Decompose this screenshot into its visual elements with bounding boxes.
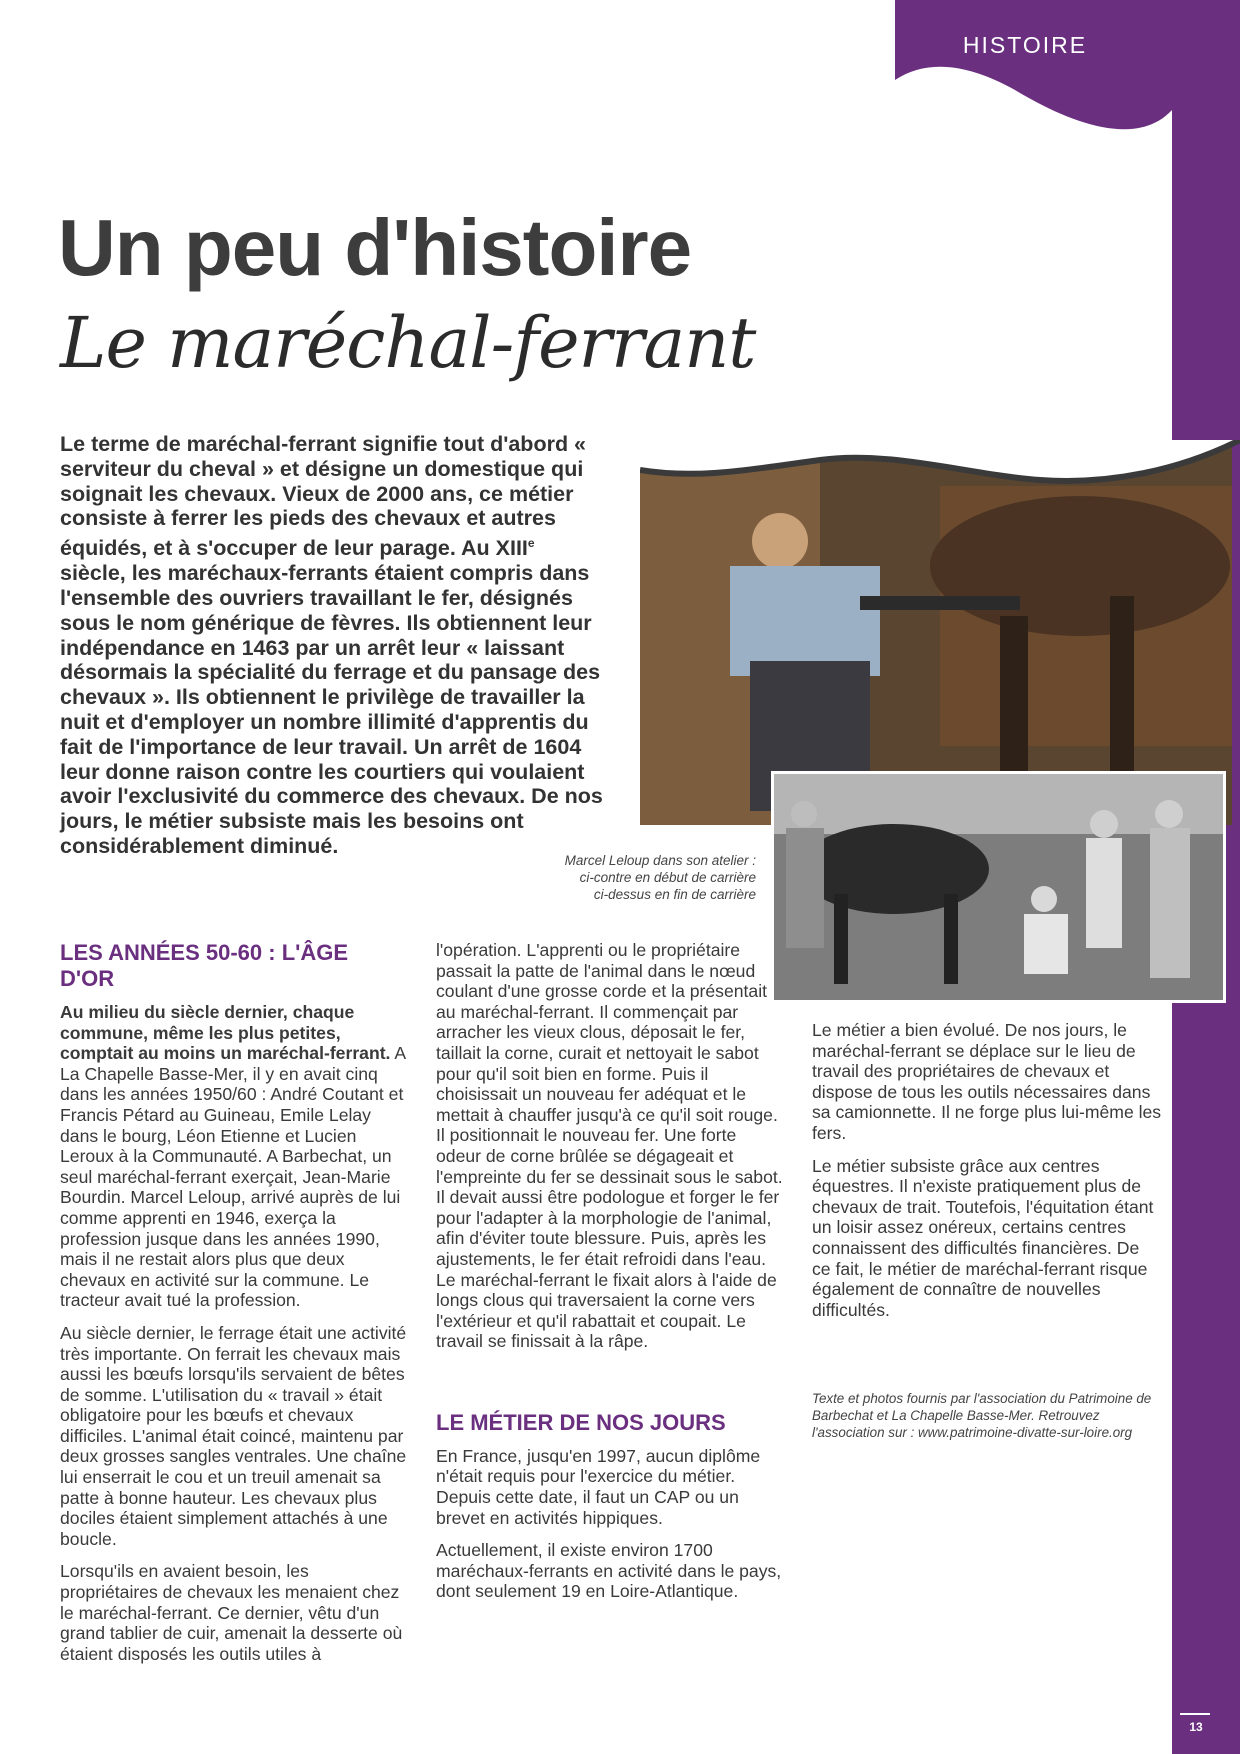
section2-paragraph-3: Le métier a bien évolué. De nos jours, le maréchal-ferrant se déplace sur le lieu de travail des propriétaires de chevaux et dispose de tous les outils nécessaires dans sa camionnette. Il ne forge plus lui-même les fers. <box>812 1020 1162 1143</box>
section1-lead: Au milieu du siècle dernier, chaque commune, même les plus petites, comptait au moins un maréchal-ferrant. <box>60 1002 391 1064</box>
column-3 <box>812 1020 1162 1441</box>
section1-paragraph-1-rest: A La Chapelle Basse-Mer, il y en avait cinq dans les années 1950/60 : André Coutant et Francis Pétard au Guineau, Emile Lelay dans le bourg, Léon Etienne et Lucien Leroux à la Communauté. A Barbechat, un seul maréchal-ferrant exerçait, Jean-Marie Bourdin. Marcel Leloup, arrivé auprès de lui comme apprenti en 1946, exerça la profession jusque dans les années 1990, mais il ne restait alors plus que deux chevaux en activité sur la commune. Le tracteur avait tué la profession. <box>60 1043 406 1311</box>
section2-paragraph-1: En France, jusqu'en 1997, aucun diplôme n'était requis pour l'exercice du métier. Depuis cette date, il faut un CAP ou un brevet en activités hippiques. <box>436 1445 761 1528</box>
section-heading-golden-age: LES ANNÉES 50-60 : L'ÂGE D'OR <box>60 940 349 991</box>
page-subtitle: Le maréchal-ferrant <box>60 302 756 384</box>
section1-paragraph-1 <box>60 1002 408 1311</box>
section1-paragraph-3: Lorsqu'ils en avaient besoin, les propriétaires de chevaux les menaient chez le maréchal-ferrant. Ce dernier, vêtu d'un grand tablier de cuir, amenait la desserte où étaient disposés les outils utiles à <box>60 1561 403 1664</box>
page-title: Un peu d'histoire <box>58 203 692 292</box>
section-tab-label: HISTOIRE <box>962 32 1088 58</box>
section2-paragraph-4: Le métier subsiste grâce aux centres équestres. Il n'existe pratiquement plus de chevaux de trait. Toutefois, l'équitation étant un loisir assez onéreux, certains centres connaissent des difficultés financières. De ce fait, le métier de maréchal-ferrant risque également de connaître de nouvelles difficultés. <box>812 1155 1154 1320</box>
photo-caption <box>520 852 756 903</box>
photo-farrier-late-career <box>771 771 1226 1003</box>
caption-line-1: Marcel Leloup dans son atelier : <box>564 853 756 868</box>
page-number: 13 <box>1189 1720 1203 1734</box>
intro-superscript: e <box>527 536 535 551</box>
section1-paragraph-4: l'opération. L'apprenti ou le propriétaire passait la patte de l'animal dans le nœud coulant d'une grosse corde et la présentait au maréchal-ferrant. Il commençait par arracher les vieux clous, déposait le fer, taillait la corne, curait et nettoyait le sabot pour qu'il soit bien en forme. Puis il choisissait un nouveau fer adéquat et le mettait à chauffer jusqu'à ce qu'il soit rouge. Il positionnait le nouveau fer. Une forte odeur de corne brûlée se dégageait et l'empreinte du fer se dessinait sous le sabot. Il devait aussi être podologue et forger le fer pour l'adapter à la morphologie de l'animal, afin d'éviter toute blessure. Puis, après les ajustements, le fer était refroidi dans l'eau. Le maréchal-ferrant le fixait alors à l'aide de longs clous qui traversaient la corne vers l'extérieur et qu'il rabattait et coupait. Le travail se finissait à la râpe. <box>436 940 783 1352</box>
intro-text-start: Le terme de maréchal-ferrant signifie tout d'abord « serviteur du cheval » et désigne un domestique qui soignait les chevaux. Vieux de 2000 ans, ce métier consiste à ferrer les pieds des chevaux et autres équidés, et à s'occuper de leur parage. Au XIII <box>60 432 587 561</box>
tab-shape <box>895 0 1172 140</box>
caption-line-3: ci-dessus en fin de carrière <box>593 887 756 902</box>
section2-paragraph-2: Actuellement, il existe environ 1700 maréchaux-ferrants en activité dans le pays, dont seulement 19 en Loire-Atlantique. <box>436 1540 782 1602</box>
section-tab <box>895 0 1172 140</box>
section1-paragraph-2: Au siècle dernier, le ferrage était une activité très importante. On ferrait les chevaux mais aussi les bœufs lorsqu'ils servaient de bêtes de somme. L'utilisation du « travail » était obligatoire pour les bœufs et chevaux difficiles. L'animal était coincé, maintenu par deux grosses sangles ventrales. Une chaîne lui enserrait le cou et un treuil amenait sa patte à bonne hauteur. Les chevaux plus dociles étaient simplement attachés à une boucle. <box>60 1322 407 1549</box>
photo-wave-edge <box>640 440 1240 520</box>
page-number-rule <box>1180 1713 1210 1715</box>
intro-text-end: siècle, les maréchaux-ferrants étaient compris dans l'ensemble des ouvriers travaillant le fer, désignés sous le nom générique de fèvres. Ils obtiennent leur indépendance en 1463 par un arrêt leur « laissant désormais la spécialité du ferrage et du pansage des chevaux ». Ils obtiennent le privilège de travailler la nuit et d'employer un nombre illimité d'apprentis du fait de l'importance de leur travail. Un arrêt de 1604 leur donne raison contre les courtiers qui voulaient avoir l'exclusivité du commerce des chevaux. De nos jours, le métier subsiste mais les besoins ont considérablement diminué. <box>60 561 603 858</box>
section-heading-today: LE MÉTIER DE NOS JOURS <box>436 1409 726 1435</box>
photo-credit: Texte et photos fournis par l'association du Patrimoine de Barbechat et La Chapelle Basse-Mer. Retrouvez l'association sur : www.patrimoine-divatte-sur-loire.org <box>812 1391 1152 1441</box>
column-2 <box>436 940 784 1614</box>
caption-line-2: ci-contre en début de carrière <box>579 870 756 885</box>
column-1 <box>60 940 408 1676</box>
photo-farrier-late-career-art <box>774 774 1223 1000</box>
intro-paragraph <box>60 432 606 859</box>
